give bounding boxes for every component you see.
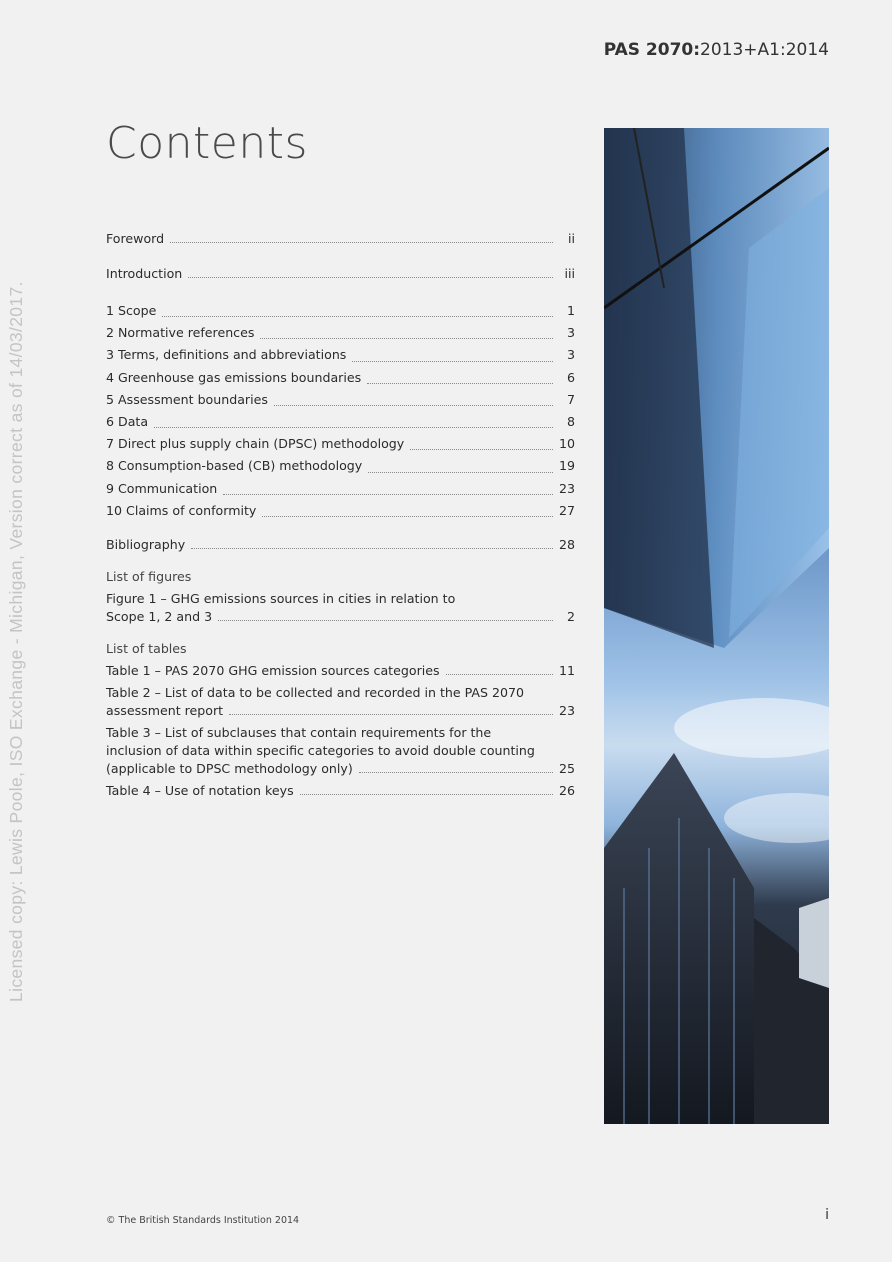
dot-leader (262, 515, 553, 517)
dot-leader (154, 426, 553, 428)
dot-leader (446, 673, 553, 675)
dot-leader (170, 241, 553, 243)
toc-entry-clause[interactable]: 10 Claims of conformity 27 (106, 502, 575, 518)
dot-leader (223, 493, 553, 495)
dot-leader (260, 337, 553, 339)
toc-entry-clause[interactable]: 1 Scope 1 (106, 303, 575, 318)
page-number: i (825, 1207, 829, 1223)
toc-clauses (106, 300, 575, 522)
toc-entry-clause[interactable]: 5 Assessment boundaries 7 (106, 391, 575, 407)
toc-entry-clause[interactable]: 3 Terms, definitions and abbreviations 3 (106, 347, 575, 363)
toc-entry-figure[interactable]: Figure 1 – GHG emissions sources in cities in relation to Scope 1, 2 and 3 2 (106, 591, 575, 625)
dot-leader (229, 713, 553, 715)
document-code-bold: PAS 2070: (603, 40, 701, 60)
dot-leader (162, 315, 553, 317)
dot-leader (300, 793, 553, 795)
dot-leader (367, 382, 553, 384)
toc-entry-table[interactable]: Table 2 – List of data to be collected and recorded in the PAS 2070 assessment report 23 (106, 685, 575, 719)
license-watermark: Licensed copy: Lewis Poole, ISO Exchange - Michigan, Version correct as of 14/03/2017. (6, 281, 26, 1002)
dot-leader (188, 276, 553, 278)
toc-entry-table[interactable]: Table 1 – PAS 2070 GHG emission sources categories 11 (106, 663, 575, 679)
dot-leader (274, 404, 553, 406)
dot-leader (218, 619, 553, 621)
toc-entry-clause[interactable]: 7 Direct plus supply chain (DPSC) methodology 10 (106, 436, 575, 452)
toc-entry-clause[interactable]: 4 Greenhouse gas emissions boundaries 6 (106, 369, 575, 385)
toc-entry-clause[interactable]: 6 Data 8 (106, 414, 575, 430)
toc-entry-clause[interactable]: 2 Normative references 3 (106, 325, 575, 341)
list-of-tables-heading: List of tables (106, 641, 187, 657)
toc-entry-introduction[interactable]: Introduction iii (106, 266, 575, 281)
toc-entry-foreword[interactable]: Foreword ii (106, 231, 575, 246)
copyright-footer: © The British Standards Institution 2014 (106, 1215, 300, 1226)
dot-leader (191, 547, 553, 549)
list-of-figures-heading: List of figures (106, 569, 192, 585)
document-code (604, 40, 829, 60)
dot-leader (352, 360, 553, 362)
toc-entry-table[interactable]: Table 3 – List of subclauses that contain requirements for the inclusion of data within specific categories to avoid double counting (applicable to DPSC methodology only) 25 (106, 725, 575, 777)
dot-leader (410, 448, 553, 450)
document-code-amendment: 2013+A1:2014 (700, 40, 829, 60)
toc-entry-bibliography[interactable]: Bibliography 28 (106, 537, 575, 553)
skyscraper-illustration (604, 128, 829, 1124)
toc-entry-table[interactable]: Table 4 – Use of notation keys 26 (106, 783, 575, 799)
skyscraper-photo (604, 128, 829, 1124)
page-title: Contents (106, 118, 308, 169)
table-of-contents (106, 230, 575, 800)
dot-leader (359, 771, 553, 773)
toc-entry-clause[interactable]: 8 Consumption-based (CB) methodology 19 (106, 458, 575, 474)
toc-entry-clause[interactable]: 9 Communication 23 (106, 480, 575, 496)
dot-leader (368, 471, 553, 473)
